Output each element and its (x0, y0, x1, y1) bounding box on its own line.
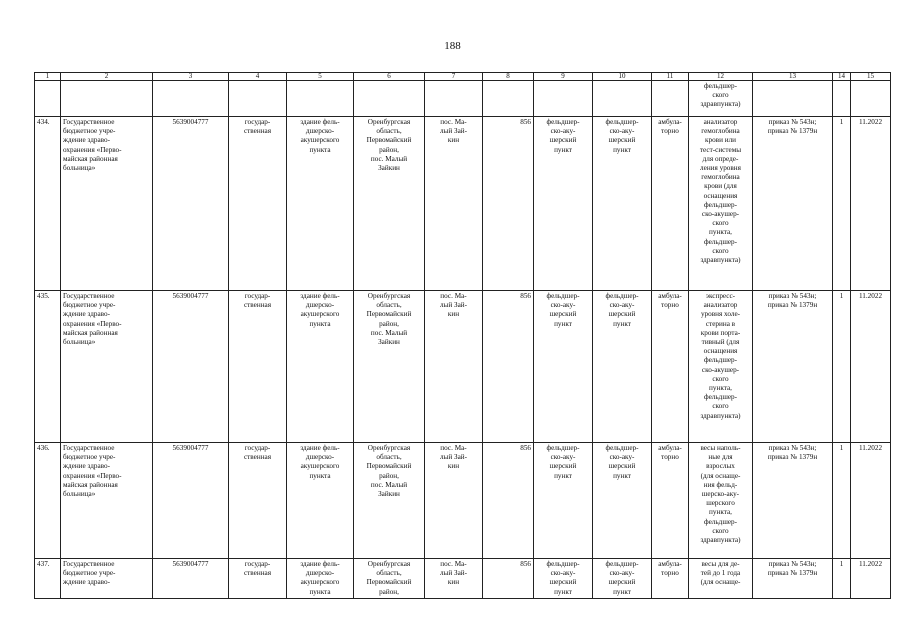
ownership-form: государ- ственная (243, 118, 272, 136)
column-number: 9 (534, 73, 593, 81)
carry-over-row (35, 81, 891, 117)
institution-name: Государственное бюджетное учре- ждение здраво- охранения «Перво- майская районная больница» (63, 292, 122, 347)
facility-type: фельдшер- ско-аку- шерский пункт (605, 444, 639, 480)
column-number: 4 (229, 73, 287, 81)
building-type: здание фель- дшерско- акушерского пункта (300, 560, 340, 596)
column-number: 8 (483, 73, 534, 81)
column-number: 1 (35, 73, 61, 81)
equipment-name: весы наполь- ные для взрослых (для оснаще- ния фельд- шерско-аку- шерского пункта, фельдшер- ского здравпункта) (700, 444, 741, 545)
column-number: 2 (61, 73, 153, 81)
table-body (35, 117, 891, 599)
building-type: здание фель- дшерско- акушерского пункта (300, 118, 340, 154)
care-mode: амбула- торно (658, 560, 682, 578)
row-number: 436. (37, 444, 50, 452)
inn: 5639004777 (172, 118, 209, 126)
inn: 5639004777 (172, 444, 209, 452)
building-type: здание фель- дшерско- акушерского пункта (300, 444, 340, 480)
inn: 5639004777 (172, 292, 209, 300)
deadline: 11.2022 (858, 292, 883, 300)
institution-name: Государственное бюджетное учре- ждение здраво- охранения «Перво- майская районная больница» (63, 118, 122, 173)
register-table (34, 72, 891, 599)
table-row (35, 117, 891, 291)
column-number: 15 (851, 73, 891, 81)
inn: 5639004777 (172, 560, 209, 568)
column-number: 3 (153, 73, 229, 81)
unit-type: фельдшер- ско-аку- шерский пункт (546, 292, 580, 328)
column-number-row (35, 73, 891, 81)
table-row (35, 559, 891, 599)
settlement: пос. Ма- лый Зай- кин (439, 292, 468, 319)
facility-type: фельдшер- ско-аку- шерский пункт (605, 292, 639, 328)
care-mode: амбула- торно (658, 444, 682, 462)
address: Оренбургская область, Первомайский район, пос. Малый Зайкин (366, 118, 412, 173)
equipment-name: анализатор гемоглобина крови или тест-системы для опреде- ления уровня гемоглобина крови (для оснащения фельдшер- ско-акушер- ского пункта, фельдшер- ского здравпункта) (699, 118, 742, 265)
building-type: здание фель- дшерско- акушерского пункта (300, 292, 340, 328)
settlement: пос. Ма- лый Зай- кин (439, 444, 468, 471)
address: Оренбургская область, Первомайский район, пос. Малый Зайкин (366, 292, 412, 347)
column-number: 11 (652, 73, 689, 81)
carry-over-equipment: фельдшер- ского здравпункта) (700, 82, 741, 109)
column-number: 14 (833, 73, 851, 81)
settlement: пос. Ма- лый Зай- кин (439, 118, 468, 145)
deadline: 11.2022 (858, 118, 883, 126)
deadline: 11.2022 (858, 444, 883, 452)
institution-name: Государственное бюджетное учре- ждение здраво- охранения «Перво- майская районная больница» (63, 444, 122, 499)
care-mode: амбула- торно (658, 292, 682, 310)
regulation-reference: приказ № 543н; приказ № 1379н (767, 118, 818, 136)
regulation-reference: приказ № 543н; приказ № 1379н (767, 444, 818, 462)
column-number: 10 (593, 73, 652, 81)
settlement: пос. Ма- лый Зай- кин (439, 560, 468, 587)
facility-type: фельдшер- ско-аку- шерский пункт (605, 118, 639, 154)
table-row (35, 291, 891, 443)
column-number: 6 (354, 73, 425, 81)
settlement-population: 856 (520, 560, 531, 568)
care-mode: амбула- торно (658, 118, 682, 136)
settlement-population: 856 (520, 292, 531, 300)
row-number: 437. (37, 560, 50, 568)
facility-type: фельдшер- ско-аку- шерский пункт (605, 560, 639, 596)
unit-type: фельдшер- ско-аку- шерский пункт (546, 118, 580, 154)
regulation-reference: приказ № 543н; приказ № 1379н (767, 292, 818, 310)
deadline: 11.2022 (858, 560, 883, 568)
unit-type: фельдшер- ско-аку- шерский пункт (546, 560, 580, 596)
unit-type: фельдшер- ско-аку- шерский пункт (546, 444, 580, 480)
table-row (35, 443, 891, 559)
quantity: 1 (839, 560, 844, 568)
column-number: 7 (425, 73, 483, 81)
page-number: 188 (444, 40, 461, 52)
equipment-name: экспресс- анализатор уровня холе- стерина в крови порта- тивный (для оснащения фельдшер- ско-акушер- ского пункта, фельдшер- ского здравпункта) (700, 292, 741, 420)
column-number: 5 (287, 73, 354, 81)
address: Оренбургская область, Первомайский район, пос. Малый Зайкин (366, 444, 412, 499)
equipment-name: весы для де- тей до 1 года (для оснаще- (700, 560, 741, 587)
quantity: 1 (839, 444, 844, 452)
ownership-form: государ- ственная (243, 292, 272, 310)
ownership-form: государ- ственная (243, 444, 272, 462)
quantity: 1 (839, 292, 844, 300)
settlement-population: 856 (520, 444, 531, 452)
row-number: 434. (37, 118, 50, 126)
institution-name: Государственное бюджетное учре- ждение здраво- (63, 560, 116, 587)
regulation-reference: приказ № 543н; приказ № 1379н (767, 560, 818, 578)
column-number: 13 (753, 73, 833, 81)
row-number: 435. (37, 292, 50, 300)
settlement-population: 856 (520, 118, 531, 126)
ownership-form: государ- ственная (243, 560, 272, 578)
column-number: 12 (689, 73, 753, 81)
address: Оренбургская область, Первомайский район, (366, 560, 412, 596)
quantity: 1 (839, 118, 844, 126)
